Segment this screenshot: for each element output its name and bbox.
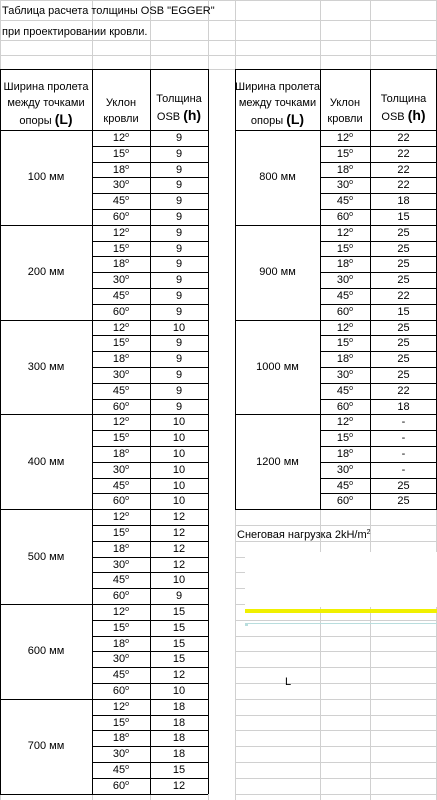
slope-value: 15 (336, 148, 350, 160)
slope-value: 12 (112, 416, 126, 428)
slope-value: 12 (336, 132, 350, 144)
page-subtitle: при проектировании кровли. (2, 26, 148, 38)
left-table-thickness-cell: 9 (175, 401, 183, 413)
degree-mark: o (125, 780, 130, 787)
beam-shadow-line (245, 623, 437, 624)
right-table-thickness-cell: 25 (397, 337, 410, 349)
left-table-thickness-cell: 10 (172, 448, 186, 460)
degree-mark: o (125, 653, 130, 660)
left-table-thickness-cell: 9 (175, 590, 183, 602)
slope-value: 15 (112, 432, 126, 444)
left-table-thickness-cell: 10 (172, 495, 186, 507)
slope-value: 45 (336, 195, 350, 207)
degree-mark: o (125, 717, 130, 724)
right-table-thickness-cell: 15 (397, 211, 410, 223)
degree-mark: o (125, 369, 130, 376)
slope-value: 60 (112, 495, 126, 507)
beam-line (245, 609, 437, 613)
right-table-thickness-cell: 22 (397, 179, 410, 191)
header-thickness-line1: Толщина (156, 93, 202, 105)
degree-mark: o (349, 353, 354, 360)
left-table-span-value: 100 мм (27, 171, 65, 183)
slope-value: 18 (336, 448, 350, 460)
degree-mark: o (349, 211, 354, 218)
left-table-thickness-cell: 9 (175, 243, 183, 255)
right-table-thickness-cell: - (401, 416, 406, 428)
left-table-thickness-cell: 9 (175, 148, 183, 160)
right-table-thickness-cell: - (401, 432, 406, 444)
left-table-thickness-cell: 18 (172, 748, 186, 760)
slope-value: 15 (112, 148, 126, 160)
degree-mark: o (125, 227, 130, 234)
slope-value: 45 (112, 764, 126, 776)
left-table-thickness-cell: 10 (172, 685, 186, 697)
header-thickness-letter: (h) (407, 107, 426, 123)
degree-mark: o (125, 622, 130, 629)
left-table-thickness-cell: 9 (175, 337, 183, 349)
header-span-line2: между точками (7, 97, 85, 109)
slope-value: 12 (336, 227, 350, 239)
slope-value: 12 (336, 416, 350, 428)
left-table-thickness-cell: 15 (172, 764, 186, 776)
slope-value: 18 (112, 258, 126, 270)
right-table-thickness-cell: 22 (397, 164, 410, 176)
right-table-thickness-cell: 25 (397, 274, 410, 286)
degree-mark: o (349, 495, 354, 502)
slope-value: 18 (112, 164, 126, 176)
slope-value: 12 (112, 132, 126, 144)
degree-mark: o (349, 401, 354, 408)
left-table-thickness-cell: 9 (175, 274, 183, 286)
degree-mark: o (349, 132, 354, 139)
degree-mark: o (125, 590, 130, 597)
header-span-word: опоры (250, 115, 284, 127)
degree-mark: o (125, 480, 130, 487)
slope-value: 30 (112, 653, 126, 665)
header-thickness-letter: (h) (183, 107, 202, 123)
left-table-thickness-cell: 18 (172, 717, 186, 729)
left-table-thickness-cell: 9 (175, 369, 183, 381)
slope-value: 30 (336, 464, 350, 476)
slope-value: 60 (336, 306, 350, 318)
degree-mark: o (125, 211, 130, 218)
degree-mark: o (125, 764, 130, 771)
header-slope-line2: кровли (103, 113, 139, 125)
slope-value: 12 (112, 322, 126, 334)
degree-mark: o (349, 464, 354, 471)
slope-value: 45 (112, 669, 126, 681)
slope-value: 18 (112, 543, 126, 555)
slope-value: 15 (336, 432, 350, 444)
degree-mark: o (125, 274, 130, 281)
degree-mark: o (125, 574, 130, 581)
left-table-thickness-cell: 15 (172, 606, 186, 618)
snow-load-superscript: 2 (366, 529, 371, 536)
left-table-thickness-cell: 9 (175, 258, 183, 270)
left-table-thickness-cell: 9 (175, 353, 183, 365)
slope-value: 18 (336, 353, 350, 365)
header-slope-line1: Уклон (105, 97, 137, 109)
degree-mark: o (349, 164, 354, 171)
right-table-thickness-cell: 18 (397, 401, 410, 413)
degree-mark: o (349, 416, 354, 423)
slope-value: 18 (336, 258, 350, 270)
diagram-span-label: L (285, 676, 292, 688)
degree-mark: o (125, 511, 130, 518)
degree-mark: o (125, 495, 130, 502)
left-table-thickness-cell: 9 (175, 195, 183, 207)
slope-value: 45 (112, 195, 126, 207)
degree-mark: o (125, 179, 130, 186)
left-table-thickness-cell: 9 (175, 227, 183, 239)
left-table-thickness-cell: 10 (172, 322, 186, 334)
left-table-thickness-cell: 9 (175, 179, 183, 191)
degree-mark: o (125, 748, 130, 755)
left-table-thickness-cell: 10 (172, 416, 186, 428)
right-table-thickness-cell: 22 (397, 290, 410, 302)
slope-value: 45 (112, 385, 126, 397)
left-table-thickness-cell: 15 (172, 653, 186, 665)
slope-value: 30 (112, 559, 126, 571)
left-table-thickness-cell: 9 (175, 132, 183, 144)
left-table-thickness-cell: 9 (175, 290, 183, 302)
slope-value: 45 (112, 574, 126, 586)
degree-mark: o (125, 606, 130, 613)
degree-mark: o (125, 164, 130, 171)
degree-mark: o (349, 322, 354, 329)
diagram-white-area (245, 552, 437, 607)
slope-value: 60 (112, 685, 126, 697)
degree-mark: o (349, 385, 354, 392)
beam-support-mark (245, 624, 248, 626)
slope-value: 30 (112, 748, 126, 760)
left-table-thickness-cell: 12 (172, 543, 186, 555)
slope-value: 60 (112, 780, 126, 792)
right-table-span-value: 900 мм (259, 266, 296, 278)
degree-mark: o (349, 369, 354, 376)
right-table-span-value: 1200 мм (256, 456, 299, 468)
slope-value: 12 (112, 227, 126, 239)
slope-value: 60 (336, 211, 350, 223)
degree-mark: o (349, 258, 354, 265)
degree-mark: o (125, 543, 130, 550)
degree-mark: o (349, 306, 354, 313)
header-slope-line1: Уклон (329, 97, 361, 109)
header-slope-line2: кровли (327, 113, 363, 125)
degree-mark: o (125, 685, 130, 692)
degree-mark: o (125, 669, 130, 676)
slope-value: 18 (112, 638, 126, 650)
degree-mark: o (125, 353, 130, 360)
right-table-thickness-cell: 25 (397, 480, 410, 492)
header-thickness-word: OSB (381, 111, 405, 123)
degree-mark: o (125, 401, 130, 408)
degree-mark: o (349, 227, 354, 234)
degree-mark: o (125, 322, 130, 329)
slope-value: 45 (336, 385, 350, 397)
right-table-span-value: 1000 мм (256, 361, 299, 373)
degree-mark: o (125, 464, 130, 471)
header-span-line1: Ширина пролета (3, 81, 89, 93)
slope-value: 30 (112, 369, 126, 381)
right-table-thickness-cell: - (401, 448, 406, 460)
degree-mark: o (349, 432, 354, 439)
right-table-thickness-cell: 18 (397, 195, 410, 207)
degree-mark: o (125, 527, 130, 534)
right-table-thickness-cell: 25 (397, 353, 410, 365)
degree-mark: o (349, 179, 354, 186)
left-table-thickness-cell: 12 (172, 527, 186, 539)
slope-value: 12 (112, 701, 126, 713)
right-table-thickness-cell: 15 (397, 306, 410, 318)
degree-mark: o (349, 448, 354, 455)
degree-mark: o (125, 132, 130, 139)
slope-value: 30 (336, 274, 350, 286)
slope-value: 30 (112, 274, 126, 286)
slope-value: 60 (112, 401, 126, 413)
slope-value: 45 (112, 290, 126, 302)
right-table-thickness-cell: 25 (397, 322, 410, 334)
slope-value: 12 (336, 322, 350, 334)
slope-value: 15 (112, 243, 126, 255)
left-table-span-value: 500 мм (27, 551, 65, 563)
slope-value: 12 (112, 511, 126, 523)
snow-load-text: Снеговая нагрузка 2kH/m (237, 529, 367, 541)
left-table-span-value: 200 мм (27, 266, 65, 278)
header-thickness-line1: Толщина (380, 93, 427, 105)
left-table-span-value: 300 мм (27, 361, 65, 373)
slope-value: 60 (112, 590, 126, 602)
right-table-thickness-cell: - (401, 464, 406, 476)
left-table-thickness-cell: 10 (172, 574, 186, 586)
right-table-thickness-cell: 25 (397, 243, 410, 255)
slope-value: 30 (336, 179, 350, 191)
degree-mark: o (125, 732, 130, 739)
slope-value: 45 (336, 480, 350, 492)
left-table-thickness-cell: 9 (175, 385, 183, 397)
left-table-thickness-cell: 10 (172, 480, 186, 492)
page-title: Таблица расчета толщины OSB "EGGER" (2, 5, 215, 17)
slope-value: 45 (336, 290, 350, 302)
left-table-span-value: 700 мм (27, 740, 65, 752)
degree-mark: o (125, 638, 130, 645)
left-table-thickness-cell: 12 (172, 780, 186, 792)
degree-mark: o (349, 480, 354, 487)
left-table-thickness-cell: 10 (172, 432, 186, 444)
degree-mark: o (349, 290, 354, 297)
slope-value: 30 (112, 464, 126, 476)
left-table-thickness-cell: 10 (172, 464, 186, 476)
degree-mark: o (125, 559, 130, 566)
left-table-span-value: 400 мм (27, 456, 65, 468)
slope-value: 45 (112, 480, 126, 492)
right-table-thickness-cell: 25 (397, 258, 410, 270)
degree-mark: o (349, 148, 354, 155)
degree-mark: o (125, 416, 130, 423)
right-table-thickness-cell: 25 (397, 495, 410, 507)
right-table-thickness-cell: 22 (397, 132, 410, 144)
degree-mark: o (125, 385, 130, 392)
degree-mark: o (349, 195, 354, 202)
slope-value: 60 (112, 211, 126, 223)
slope-value: 15 (336, 337, 350, 349)
slope-value: 18 (112, 353, 126, 365)
right-table-thickness-cell: 22 (397, 148, 410, 160)
slope-value: 15 (112, 527, 126, 539)
slope-value: 15 (336, 243, 350, 255)
left-table-thickness-cell: 12 (172, 669, 186, 681)
slope-value: 18 (112, 732, 126, 744)
slope-value: 15 (112, 717, 126, 729)
degree-mark: o (125, 448, 130, 455)
right-table-thickness-cell: 25 (397, 369, 410, 381)
degree-mark: o (125, 337, 130, 344)
header-span-word: опоры (19, 115, 52, 127)
slope-value: 12 (112, 606, 126, 618)
slope-value: 30 (112, 179, 126, 191)
left-table-thickness-cell: 18 (172, 701, 186, 713)
slope-value: 18 (112, 448, 126, 460)
left-table-span-value: 600 мм (27, 645, 65, 657)
right-table-thickness-cell: 25 (397, 227, 410, 239)
degree-mark: o (125, 148, 130, 155)
left-table-thickness-cell: 18 (172, 732, 186, 744)
left-table-thickness-cell: 12 (172, 559, 186, 571)
header-span-line2: между точками (238, 97, 317, 109)
degree-mark: o (125, 243, 130, 250)
slope-value: 15 (112, 337, 126, 349)
degree-mark: o (125, 432, 130, 439)
degree-mark: o (125, 306, 130, 313)
left-table-thickness-cell: 9 (175, 164, 183, 176)
left-table-thickness-cell: 9 (175, 211, 183, 223)
slope-value: 60 (336, 401, 350, 413)
degree-mark: o (125, 195, 130, 202)
right-table-span-value: 800 мм (259, 171, 296, 183)
header-thickness-word: OSB (156, 111, 181, 123)
degree-mark: o (125, 701, 130, 708)
left-table-thickness-cell: 15 (172, 622, 186, 634)
slope-value: 18 (336, 164, 350, 176)
degree-mark: o (349, 337, 354, 344)
right-table-thickness-cell: 22 (397, 385, 410, 397)
degree-mark: o (349, 243, 354, 250)
left-table-thickness-cell: 12 (172, 511, 186, 523)
slope-value: 60 (112, 306, 126, 318)
degree-mark: o (125, 290, 130, 297)
left-table-thickness-cell: 15 (172, 638, 186, 650)
degree-mark: o (349, 274, 354, 281)
header-span-letter: (L) (54, 111, 73, 127)
header-span-letter: (L) (286, 111, 305, 127)
slope-value: 60 (336, 495, 350, 507)
slope-value: 30 (336, 369, 350, 381)
left-table-thickness-cell: 9 (175, 306, 183, 318)
header-span-line1: Ширина пролета (235, 81, 320, 93)
slope-value: 15 (112, 622, 126, 634)
degree-mark: o (125, 258, 130, 265)
